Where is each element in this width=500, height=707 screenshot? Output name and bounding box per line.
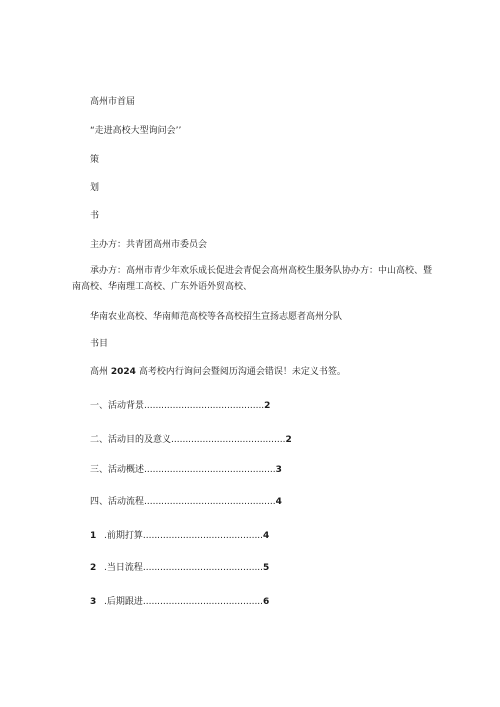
- toc-subitem-dots: ..........................................: [142, 563, 264, 573]
- toc-subitem-label: .前期打算: [104, 531, 143, 541]
- toc-item-label: 一、活动背景: [90, 401, 145, 411]
- toc-subitem-number: 3: [90, 597, 97, 607]
- cohost-paragraph: 承办方：高州市青少年欢乐成长促进会青促会高州高校生服务队协办方：中山高校、暨南高校、华南理工高校、广东外语外贸高校、: [72, 266, 433, 292]
- toc-item[interactable]: [90, 464, 282, 476]
- toc-item-dots: ..........................................: [144, 401, 265, 411]
- toc-subitem-page: 4: [263, 531, 270, 541]
- toc-title: 书目: [90, 339, 109, 349]
- toc-item-page: 2: [264, 401, 271, 411]
- toc-item-label: 四、活动流程: [90, 497, 145, 507]
- toc-error-prefix: 高州: [90, 367, 109, 377]
- toc-item-label: 二、活动目的及意义: [90, 435, 172, 445]
- toc-subitem-number: 1: [90, 531, 97, 541]
- title-char-ce: 策: [90, 155, 100, 165]
- title-char-hua: 划: [90, 183, 100, 193]
- toc-subitem-dots: ..........................................: [142, 597, 264, 607]
- toc-subitem-label: .后期跟进: [104, 597, 143, 607]
- toc-subitem-page: 5: [263, 563, 270, 573]
- toc-item-dots: ..............................................: [144, 465, 276, 475]
- toc-subitem[interactable]: [90, 562, 269, 574]
- toc-subitem-dots: ..........................................: [142, 531, 264, 541]
- toc-item-page: 2: [285, 435, 292, 445]
- toc-subitem[interactable]: [90, 596, 269, 608]
- cohost-continuation: 华南农业高校、华南师范高校等各高校招生宣扬志愿者高州分队: [90, 312, 343, 322]
- toc-subitem-number: 2: [90, 563, 97, 573]
- toc-item-dots: ..............................................: [144, 497, 276, 507]
- title-line-2: “走进高校大型询问会’’: [90, 126, 182, 136]
- toc-error-line: [90, 366, 346, 378]
- toc-error-year: 2024: [110, 367, 136, 377]
- host-line: 主办方：共青团高州市委员会: [90, 240, 208, 250]
- toc-subitem-page: 6: [263, 597, 270, 607]
- toc-subitem-label: .当日流程: [104, 563, 143, 573]
- toc-subitem[interactable]: [90, 530, 269, 542]
- toc-item[interactable]: [90, 400, 270, 412]
- toc-item-label: 三、活动概述: [90, 465, 145, 475]
- title-char-shu: 书: [90, 211, 100, 221]
- toc-item-page: 3: [275, 465, 282, 475]
- toc-item[interactable]: [90, 496, 282, 508]
- toc-item-dots: ........................................: [171, 435, 286, 445]
- toc-item[interactable]: [90, 434, 292, 446]
- toc-item-page: 4: [275, 497, 282, 507]
- toc-error-rest: 高考校内行询问会暨阅历沟通会错误！未定义书签。: [138, 367, 346, 377]
- title-line-1: 高州市首届: [90, 97, 136, 107]
